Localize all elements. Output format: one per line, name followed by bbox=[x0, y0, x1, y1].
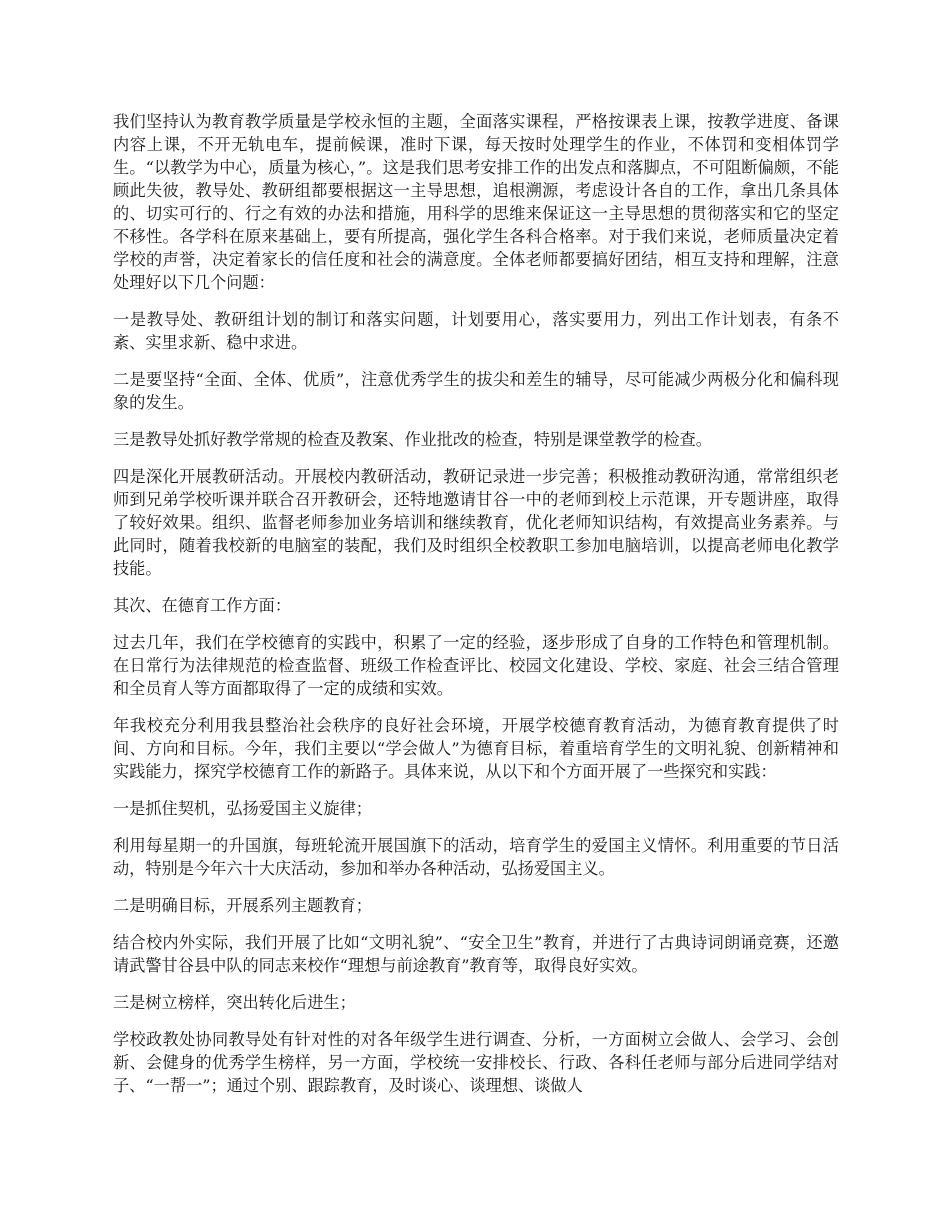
paragraph-point-two-quality: 二是要坚持“全面、全体、优质”，注意优秀学生的拔尖和差生的辅导，尽可能减少两极分化和偏科现象的发生。 bbox=[113, 370, 839, 412]
paragraph-role-models: 学校政教处协同教导处有针对性的对各年级学生进行调查、分析，一方面树立会做人、会学习、会创新、会健身的优秀学生榜样，另一方面，学校统一安排校长、行政、各科任老师与部分后进同学结对子、“一帮一”；通过个别、跟踪教育，及时谈心、谈理想、谈做人 bbox=[113, 1030, 839, 1095]
paragraph-teaching-quality: 我们坚持认为教育教学质量是学校永恒的主题，全面落实课程，严格按课表上课，按教学进度、备课内容上课，不开无轨电车，提前候课，准时下课，每天按时处理学生的作业，不体罚和变相体罚学生。“以教学为中心，质量为核心，”。这是我们思考安排工作的出发点和落脚点，不可阻断偏颇，不能顾此失彼，教导处、教研组都要根据这一主导思想，追根溯源，考虑设计各自的工作，拿出几条具体的、切实可行的、行之有效的办法和措施，用科学的思维来保证这一主导思想的贯彻落实和它的坚定不移性。各学科在原来基础上，要有所提高，强化学生各科合格率。对于我们来说，老师质量决定着学校的声誉，决定着家长的信任度和社会的满意度。全体老师都要搞好团结，相互支持和理解，注意处理好以下几个问题： bbox=[113, 112, 839, 292]
paragraph-theme-activities: 结合校内外实际，我们开展了比如“文明礼貌”、“安全卫生”教育，并进行了古典诗词朗诵竞赛，还邀请武警甘谷县中队的同志来校作“理想与前途教育”教育等，取得良好实效。 bbox=[113, 933, 839, 975]
subheading-role-models: 三是树立榜样，突出转化后进生； bbox=[113, 993, 356, 1012]
paragraph-past-experience: 过去几年，我们在学校德育的实践中，积累了一定的经验，逐步形成了自身的工作特色和管理机制。在日常行为法律规范的检查监督、班级工作检查评比、校园文化建设、学校、家庭、社会三结合管理和全员育人等方面都取得了一定的成绩和实效。 bbox=[113, 633, 839, 698]
section-heading-moral-education: 其次、在德育工作方面： bbox=[113, 596, 292, 615]
paragraph-point-one-plans: 一是教导处、教研组计划的制订和落实问题，计划要用心，落实要用力，列出工作计划表，有条不紊、实里求新、稳中求进。 bbox=[113, 310, 839, 352]
subheading-theme-education: 二是明确目标，开展系列主题教育； bbox=[113, 896, 372, 915]
paragraph-point-three-inspection: 三是教导处抓好教学常规的检查及教案、作业批改的检查，特别是课堂教学的检查。 bbox=[113, 430, 712, 449]
paragraph-flag-raising: 利用每星期一的升国旗，每班轮流开展国旗下的活动，培育学生的爱国主义情怀。利用重要的节日活动，特别是今年六十大庆活动，参加和举办各种活动，弘扬爱国主义。 bbox=[113, 836, 839, 878]
subheading-patriotism: 一是抓住契机，弘扬爱国主义旋律； bbox=[113, 799, 372, 818]
document-page bbox=[113, 110, 839, 1111]
paragraph-this-year: 年我校充分利用我县整治社会秩序的良好社会环境，开展学校德育教育活动，为德育教育提供了时间、方向和目标。今年，我们主要以“学会做人”为德育目标，着重培育学生的文明礼貌、创新精神和实践能力，探究学校德育工作的新路子。具体来说，从以下和个方面开展了一些探究和实践： bbox=[113, 716, 839, 781]
paragraph-point-four-research: 四是深化开展教研活动。开展校内教研活动，教研记录进一步完善；积极推动教研沟通，常常组织老师到兄弟学校听课并联合召开教研会，还特地邀请甘谷一中的老师到校上示范课，开专题讲座，取得了较好效果。组织、监督老师参加业务培训和继续教育，优化老师知识结构，有效提高业务素养。与此同时，随着我校新的电脑室的装配，我们及时组织全校教职工参加电脑培训，以提高老师电化教学技能。 bbox=[113, 467, 839, 578]
